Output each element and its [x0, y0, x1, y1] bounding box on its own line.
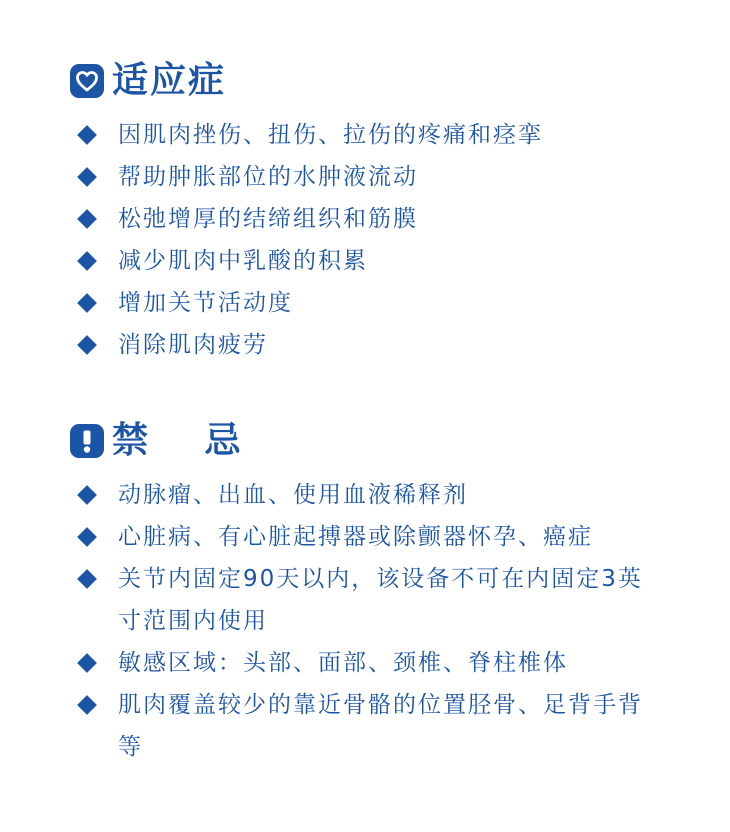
list-item-text: 敏感区域：头部、面部、颈椎、脊柱椎体: [118, 650, 568, 676]
contraindications-section: [70, 418, 690, 768]
diamond-bullet-icon: [70, 474, 118, 516]
list-item: [70, 684, 690, 768]
list-item: [70, 642, 690, 684]
diamond-bullet-icon: [70, 516, 118, 558]
list-item-text: 因肌肉挫伤、扭伤、拉伤的疼痛和痉挛: [118, 122, 543, 148]
indications-section: [70, 58, 690, 366]
indications-heading: [70, 58, 690, 104]
list-item-text: 帮助肿胀部位的水肿液流动: [118, 164, 418, 190]
list-item-text: 消除肌肉疲劳: [118, 332, 268, 358]
exclamation-icon: [70, 424, 104, 458]
diamond-bullet-icon: [70, 156, 118, 198]
list-item-text: 关节内固定90天以内，该设备不可在内固定3英寸范围内使用: [118, 566, 643, 634]
list-item-text: 减少肌肉中乳酸的积累: [118, 248, 368, 274]
contraindications-list: [70, 474, 690, 768]
list-item-text: 增加关节活动度: [118, 290, 293, 316]
heart-icon: [70, 64, 104, 98]
diamond-bullet-icon: [70, 684, 118, 726]
diamond-bullet-icon: [70, 282, 118, 324]
list-item: [70, 240, 690, 282]
list-item: [70, 324, 690, 366]
diamond-bullet-icon: [70, 324, 118, 366]
list-item: [70, 282, 690, 324]
list-item-text: 动脉瘤、出血、使用血液稀释剂: [118, 482, 468, 508]
list-item: [70, 516, 690, 558]
list-item-text: 松弛增厚的结缔组织和筋膜: [118, 206, 418, 232]
indications-title: 适应症: [112, 60, 227, 101]
contraindications-heading: [70, 418, 690, 464]
list-item-text: 肌肉覆盖较少的靠近骨骼的位置胫骨、足背手背等: [118, 692, 643, 760]
diamond-bullet-icon: [70, 642, 118, 684]
diamond-bullet-icon: [70, 114, 118, 156]
list-item: [70, 198, 690, 240]
contraindications-title: 禁 忌: [112, 420, 263, 461]
diamond-bullet-icon: [70, 240, 118, 282]
diamond-bullet-icon: [70, 558, 118, 600]
list-item: [70, 474, 690, 516]
list-item: [70, 114, 690, 156]
list-item: [70, 558, 690, 642]
diamond-bullet-icon: [70, 198, 118, 240]
list-item: [70, 156, 690, 198]
indications-list: [70, 114, 690, 366]
list-item-text: 心脏病、有心脏起搏器或除颤器怀孕、癌症: [118, 524, 593, 550]
